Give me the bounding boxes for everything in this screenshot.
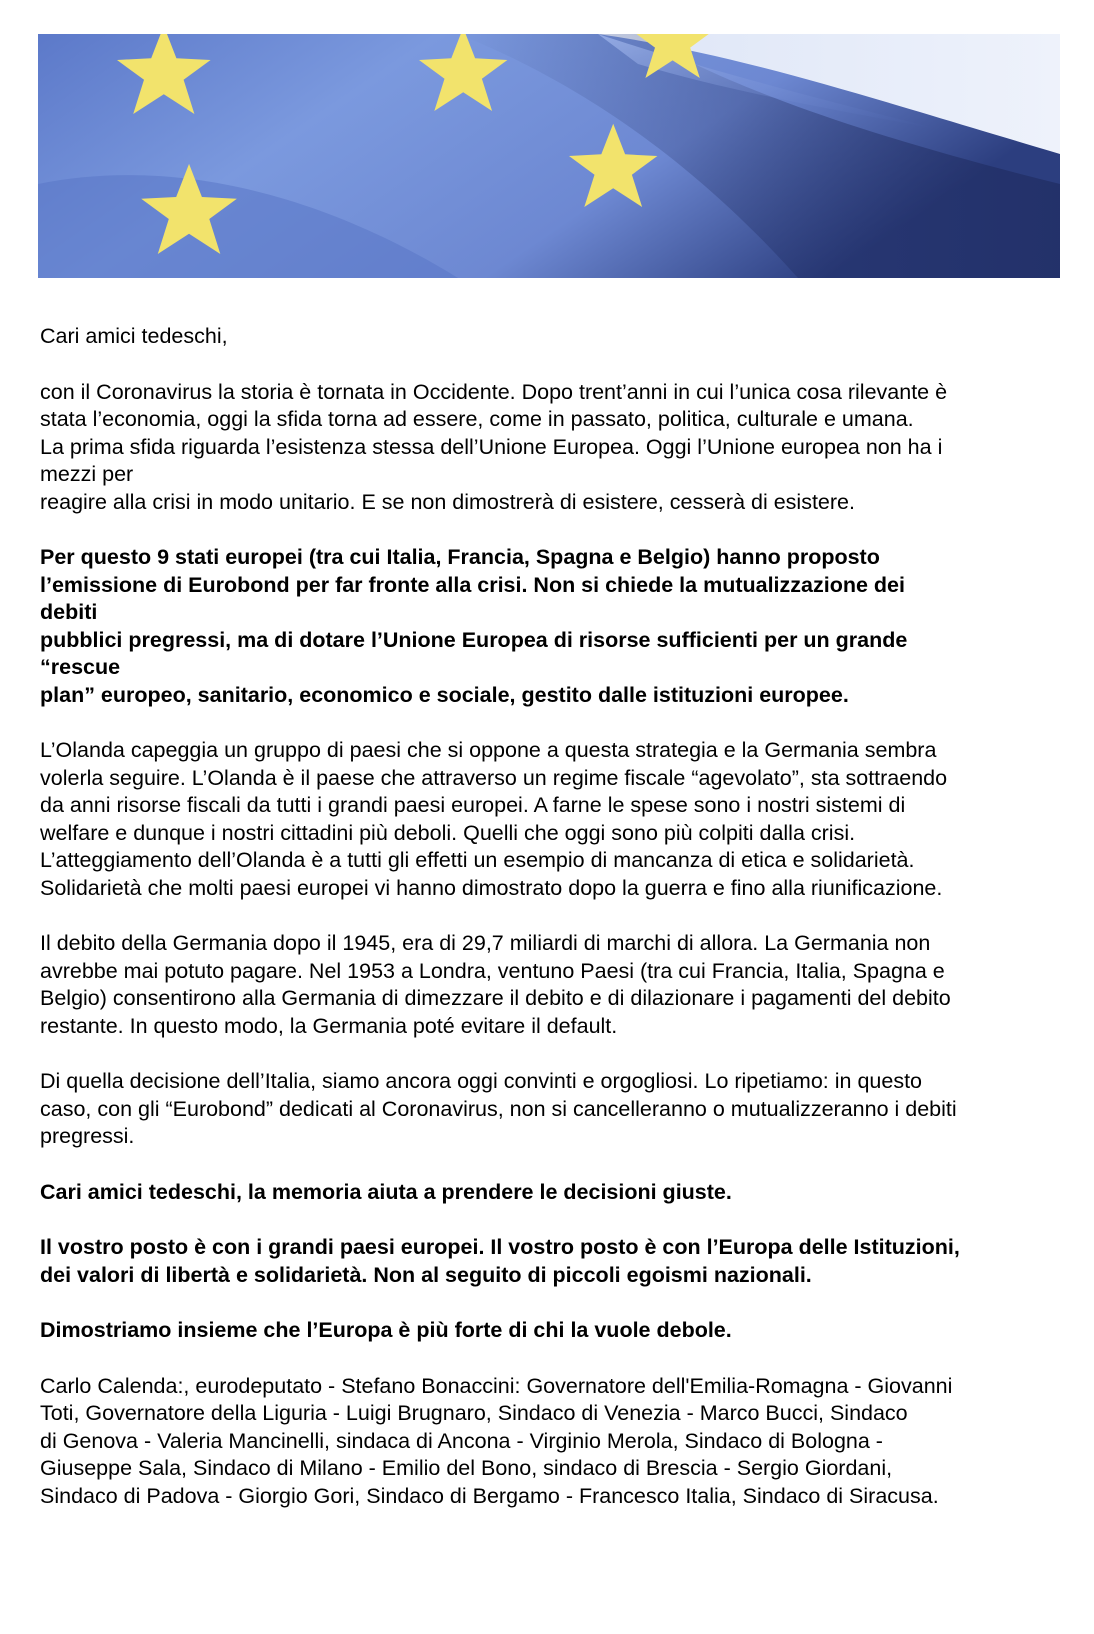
paragraph-line: Cari amici tedeschi, la memoria aiuta a prendere le decisioni giuste. bbox=[40, 1179, 732, 1204]
paragraph-line: reagire alla crisi in modo unitario. E se non dimostrerà di esistere, cesserà di esistere. bbox=[40, 489, 855, 514]
paragraph-line: Belgio) consentirono alla Germania di dimezzare il debito e di dilazionare i pagamenti del debito bbox=[40, 986, 951, 1010]
signature-line: Toti, Governatore della Liguria - Luigi Brugnaro, Sindaco di Venezia - Marco Bucci, Sindaco bbox=[40, 1401, 908, 1425]
paragraph-line: plan” europeo, sanitario, economico e sociale, gestito dalle istituzioni europee. bbox=[40, 682, 849, 707]
paragraph-line: stata l’economia, oggi la sfida torna ad essere, come in passato, politica, culturale e umana. bbox=[40, 407, 914, 431]
paragraph-line: volerla seguire. L’Olanda è il paese che attraverso un regime fiscale “agevolato”, sta sottraendo bbox=[40, 765, 948, 790]
eu-flag-image bbox=[38, 34, 1060, 278]
paragraph-line: da anni risorse fiscali da tutti i grandi paesi europei. A farne le spese sono i nostri sistemi di bbox=[40, 793, 906, 817]
paragraph-line: “rescue bbox=[40, 655, 121, 679]
signature-line: di Genova - Valeria Mancinelli, sindaca di Ancona - Virginio Merola, Sindaco di Bologna - bbox=[40, 1428, 883, 1453]
greeting bbox=[40, 323, 1055, 351]
paragraph-posto bbox=[40, 1234, 1055, 1289]
paragraph-line: La prima sfida riguarda l’esistenza stessa dell’Unione Europea. Oggi l’Unione europea non ha i bbox=[40, 434, 943, 459]
paragraph-debito bbox=[40, 930, 1055, 1040]
paragraph-line: debiti bbox=[40, 600, 98, 624]
paragraph-line: pubblici pregressi, ma di dotare l’Unione Europea di risorse sufficienti per un grande bbox=[40, 627, 908, 652]
signature-line: Giuseppe Sala, Sindaco di Milano - Emilio del Bono, sindaco di Brescia - Sergio Giordani, bbox=[40, 1456, 893, 1480]
paragraph-line: L’atteggiamento dell’Olanda è a tutti gli effetti un esempio di mancanza di etica e solidarietà. bbox=[40, 848, 915, 872]
paragraph-line: Dimostriamo insieme che l’Europa è più forte di chi la vuole debole. bbox=[40, 1318, 732, 1342]
paragraph-line: Il vostro posto è con i grandi paesi europei. Il vostro posto è con l’Europa delle Istituzioni, bbox=[40, 1235, 960, 1259]
paragraph-line: dei valori di libertà e solidarietà. Non al seguito di piccoli egoismi nazionali. bbox=[40, 1262, 812, 1287]
paragraph-decisione bbox=[40, 1068, 1055, 1151]
paragraph-memoria bbox=[40, 1179, 1055, 1207]
paragraph-line: con il Coronavirus la storia è tornata in Occidente. Dopo trent’anni in cui l’unica cosa rilevante è bbox=[40, 379, 948, 404]
signatures bbox=[40, 1373, 1055, 1511]
paragraph-line: avrebbe mai potuto pagare. Nel 1953 a Londra, ventuno Paesi (tra cui Francia, Italia, Spagna e bbox=[40, 958, 945, 983]
paragraph-line: welfare e dunque i nostri cittadini più deboli. Quelli che oggi sono più colpiti dalla crisi. bbox=[40, 820, 856, 845]
paragraph-line: mezzi per bbox=[40, 462, 134, 486]
signature-line: Carlo Calenda:, eurodeputato - Stefano Bonaccini: Governatore dell'Emilia-Romagna - Giovanni bbox=[40, 1373, 953, 1398]
paragraph-eurobond bbox=[40, 544, 1055, 709]
paragraph-line: l’emissione di Eurobond per far fronte alla crisi. Non si chiede la mutualizzazione dei bbox=[40, 572, 905, 597]
paragraph-line: Per questo 9 stati europei (tra cui Italia, Francia, Spagna e Belgio) hanno proposto bbox=[40, 545, 880, 569]
paragraph-line: pregressi. bbox=[40, 1124, 135, 1148]
paragraph-olanda bbox=[40, 737, 1055, 902]
paragraph-intro bbox=[40, 379, 1055, 517]
paragraph-line: Di quella decisione dell’Italia, siamo ancora oggi convinti e orgogliosi. Lo ripetiamo: in questo bbox=[40, 1069, 923, 1093]
letter-body bbox=[40, 323, 1055, 1510]
eu-flag-banner bbox=[38, 34, 1060, 278]
paragraph-line: L’Olanda capeggia un gruppo di paesi che si oppone a questa strategia e la Germania sembra bbox=[40, 738, 937, 762]
paragraph-line: restante. In questo modo, la Germania poté evitare il default. bbox=[40, 1013, 618, 1038]
paragraph-line: Solidarietà che molti paesi europei vi hanno dimostrato dopo la guerra e fino alla riunificazione. bbox=[40, 875, 943, 900]
paragraph-line: Il debito della Germania dopo il 1945, era di 29,7 miliardi di marchi di allora. La Germania non bbox=[40, 931, 931, 955]
signature-line: Sindaco di Padova - Giorgio Gori, Sindaco di Bergamo - Francesco Italia, Sindaco di Siracusa. bbox=[40, 1483, 939, 1508]
paragraph-dimostriamo bbox=[40, 1317, 1055, 1345]
paragraph-line: caso, con gli “Eurobond” dedicati al Coronavirus, non si cancelleranno o mutualizzeranno i debiti bbox=[40, 1096, 957, 1121]
greeting-text: Cari amici tedeschi, bbox=[40, 324, 228, 348]
